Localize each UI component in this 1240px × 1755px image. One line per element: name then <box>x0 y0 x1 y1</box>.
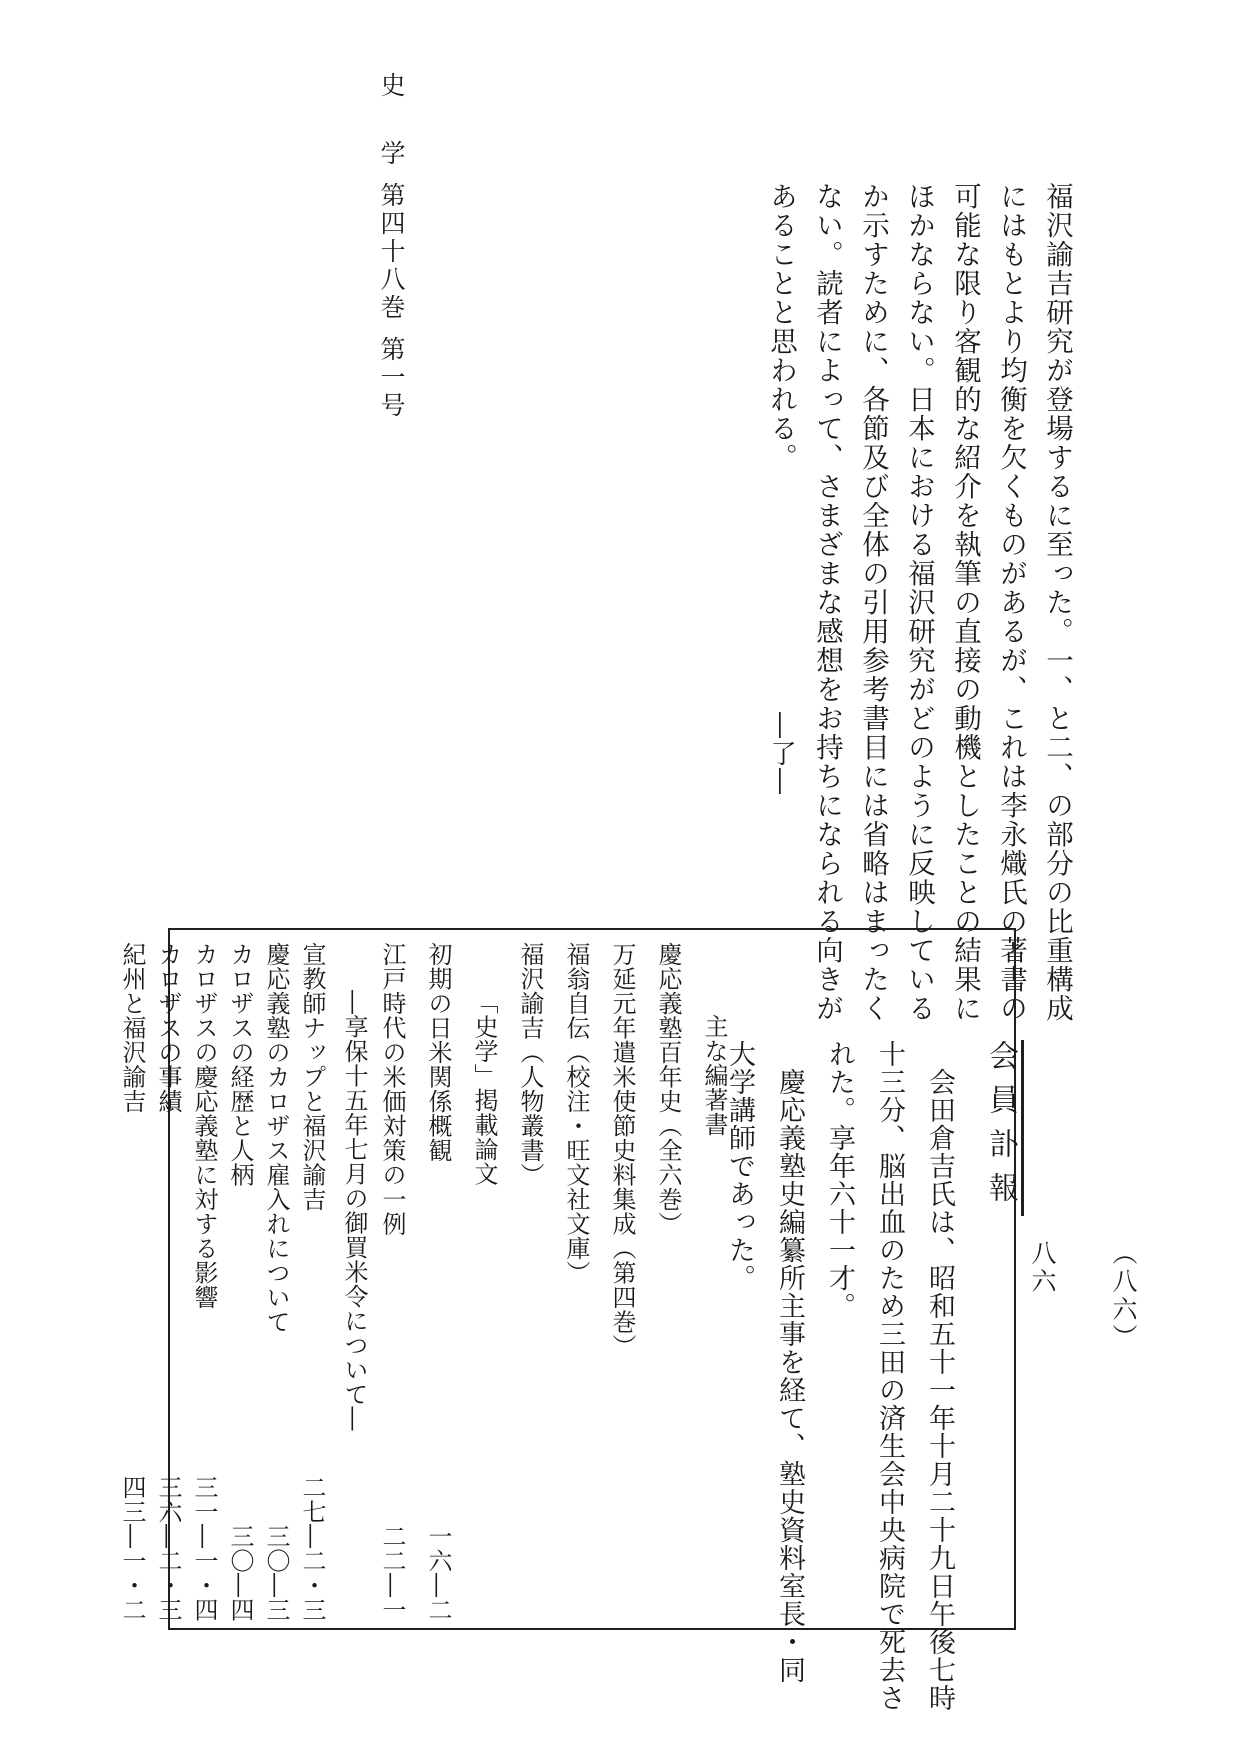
body-text <box>758 182 1080 1023</box>
work-title: 福沢諭吉（人物叢書） <box>516 942 544 1187</box>
article-ref: 三六―二・三 <box>154 1475 182 1622</box>
articles-heading: 「史学」掲載論文 <box>470 990 498 1186</box>
obituary-title: 会員訃報 <box>985 1040 1024 1216</box>
body-line: 可能な限り客観的な紹介を執筆の直接の動機としたことの結果に <box>949 182 981 1023</box>
running-header <box>379 72 404 420</box>
notice-line: 慶応義塾史編纂所主事を経て、塾史資料室長・同 <box>774 1068 805 1684</box>
volume-label: 第四十八巻 <box>377 182 406 322</box>
article-ref: 四三―一・二 <box>118 1475 146 1622</box>
issue-label: 第一号 <box>377 336 406 420</box>
journal-char-1: 史 <box>377 72 406 100</box>
list-item <box>564 942 614 1622</box>
body-line: ほかならない。日本における福沢研究がどのように反映している <box>903 182 935 1023</box>
body-line: にはもとより均衡を欠くものがあるが、これは李永熾氏の著書の <box>995 182 1027 1023</box>
article-title: カロザスの慶応義塾に対する影響 <box>190 942 218 1310</box>
article-title: カロザスの事績 <box>154 942 182 1114</box>
end-mark: ―了― <box>766 712 796 796</box>
article-ref: 三一―一・四 <box>190 1475 218 1622</box>
article-ref: 三〇―四 <box>226 1524 254 1622</box>
notice-line: 会田倉吉氏は、昭和五十一年十月二十九日午後七時 <box>924 1068 955 1712</box>
article-subtitle: ―享保十五年七月の御買米令について― <box>340 990 368 1431</box>
article-title: カロザスの経歴と人柄 <box>226 942 254 1187</box>
article-ref: 一六―二 <box>424 1524 452 1622</box>
page-number <box>1030 1240 1136 1352</box>
body-line: ない。読者によって、さまざまな感想をお持ちになられる向きが <box>811 182 843 1023</box>
work-title: 万延元年遣米使節史料集成（第四巻） <box>608 942 636 1359</box>
journal-char-2: 学 <box>377 140 406 168</box>
article-title: 慶応義塾のカロザス雇入れについて <box>262 942 290 1334</box>
body-line: 福沢諭吉研究が登場するに至った。一、と二、の部分の比重構成 <box>1041 182 1073 1023</box>
list-item <box>656 942 706 1622</box>
list-item <box>610 942 660 1622</box>
article-ref: 二二―一 <box>378 1524 406 1622</box>
list-item <box>702 942 752 1622</box>
list-item <box>472 942 522 1622</box>
body-line: あることと思われる。 <box>765 182 797 472</box>
notice-line: 大学講師であった。 <box>724 1040 755 1292</box>
works-heading: 主な編著書 <box>700 1014 728 1137</box>
work-title: 慶応義塾百年史（全六巻） <box>654 942 682 1236</box>
notice-line: れた。享年六十一才。 <box>824 1040 855 1320</box>
work-title: 福翁自伝（校注・旺文社文庫） <box>562 942 590 1285</box>
body-line: か示すために、各節及び全体の引用参考書目には省略はまったく <box>857 182 889 1023</box>
article-title: 初期の日米関係概観 <box>424 942 452 1163</box>
article-ref: 三〇―三 <box>262 1524 290 1622</box>
works-list <box>118 942 742 1622</box>
list-item <box>426 942 476 1622</box>
list-item <box>518 942 568 1622</box>
article-title: 紀州と福沢諭吉 <box>118 942 146 1114</box>
article-title: 江戸時代の米価対策の一例 <box>378 942 406 1236</box>
list-item <box>120 942 170 1622</box>
article-ref: 二七―二・三 <box>298 1475 326 1622</box>
page-number-kanji: 八六 <box>1028 1240 1057 1296</box>
article-title: 宣教師ナップと福沢諭吉 <box>298 942 326 1212</box>
page-number-paren: （八六） <box>1109 1240 1138 1352</box>
notice-line: 十三分、脳出血のため三田の済生会中央病院で死去さ <box>874 1040 905 1712</box>
